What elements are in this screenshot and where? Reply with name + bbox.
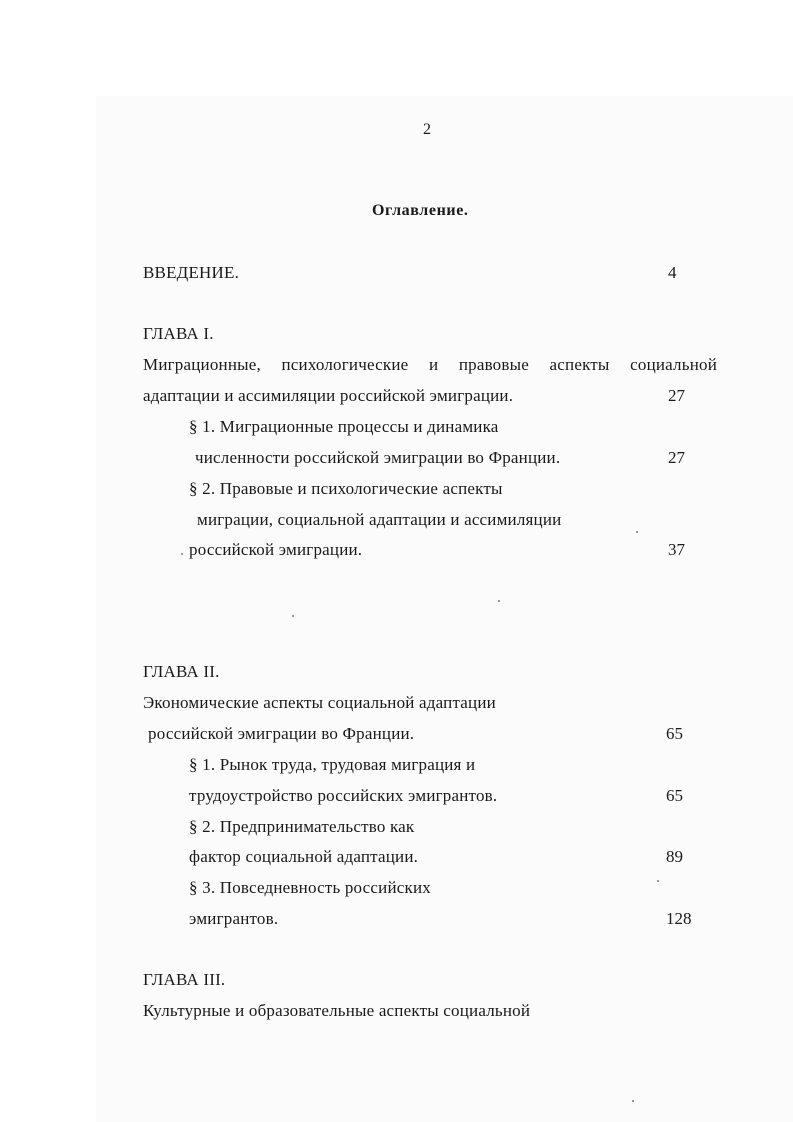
chapter-2-title-line-1: Экономические аспекты социальной адаптации — [143, 693, 496, 712]
scan-speck — [636, 531, 638, 533]
scan-speck — [498, 600, 500, 602]
toc-intro-label: ВВЕДЕНИЕ. — [143, 263, 240, 282]
chapter-2-section-2-page: 89 — [666, 847, 683, 866]
chapter-2-section-2-line-2: фактор социальной адаптации. — [189, 847, 419, 866]
chapter-1-title-line-1: Миграционные, психологические и правовые аспекты социальной — [143, 355, 717, 374]
chapter-2-section-1-line-2: трудоустройство российских эмигрантов. — [189, 786, 498, 805]
chapter-2-section-1-page: 65 — [666, 786, 683, 805]
toc-title: Оглавление. — [372, 202, 469, 219]
chapter-1-section-1-page: 27 — [668, 448, 685, 467]
chapter-2-section-3-line-1: § 3. Повседневность российских — [189, 878, 431, 897]
chapter-1-section-1-line-2: численности российской эмиграции во Франции. — [195, 448, 561, 467]
chapter-2-section-2-line-1: § 2. Предпринимательство как — [189, 817, 415, 836]
page-number: 2 — [423, 121, 431, 138]
chapter-1-page: 27 — [668, 386, 685, 405]
scan-speck — [292, 615, 294, 617]
chapter-2-section-3-page: 128 — [666, 909, 692, 928]
scan-speck — [632, 1100, 634, 1102]
toc-intro-page: 4 — [668, 263, 677, 282]
chapter-1-heading: ГЛАВА I. — [143, 324, 214, 343]
chapter-1-section-2-line-1: § 2. Правовые и психологические аспекты — [189, 479, 503, 498]
scan-speck — [657, 880, 659, 882]
chapter-1-section-2-line-3: российской эмиграции. — [189, 540, 363, 559]
chapter-2-section-1-line-1: § 1. Рынок труда, трудовая миграция и — [189, 755, 476, 774]
chapter-1-section-2-page: 37 — [668, 540, 685, 559]
scan-speck — [181, 553, 183, 555]
chapter-2-page: 65 — [666, 724, 683, 743]
chapter-3-title-line-1: Культурные и образовательные аспекты социальной — [143, 1001, 531, 1020]
scan-background — [96, 96, 793, 1122]
chapter-3-heading: ГЛАВА III. — [143, 970, 226, 989]
chapter-2-section-3-line-2: эмигрантов. — [189, 909, 279, 928]
chapter-1-section-1-line-1: § 1. Миграционные процессы и динамика — [189, 417, 499, 436]
chapter-2-heading: ГЛАВА II. — [143, 662, 220, 681]
chapter-1-title-line-2: адаптации и ассимиляции российской эмиграции. — [143, 386, 514, 405]
chapter-1-section-2-line-2: миграции, социальной адаптации и ассимиляции — [197, 510, 562, 529]
chapter-2-title-line-2: российской эмиграции во Франции. — [148, 724, 415, 743]
